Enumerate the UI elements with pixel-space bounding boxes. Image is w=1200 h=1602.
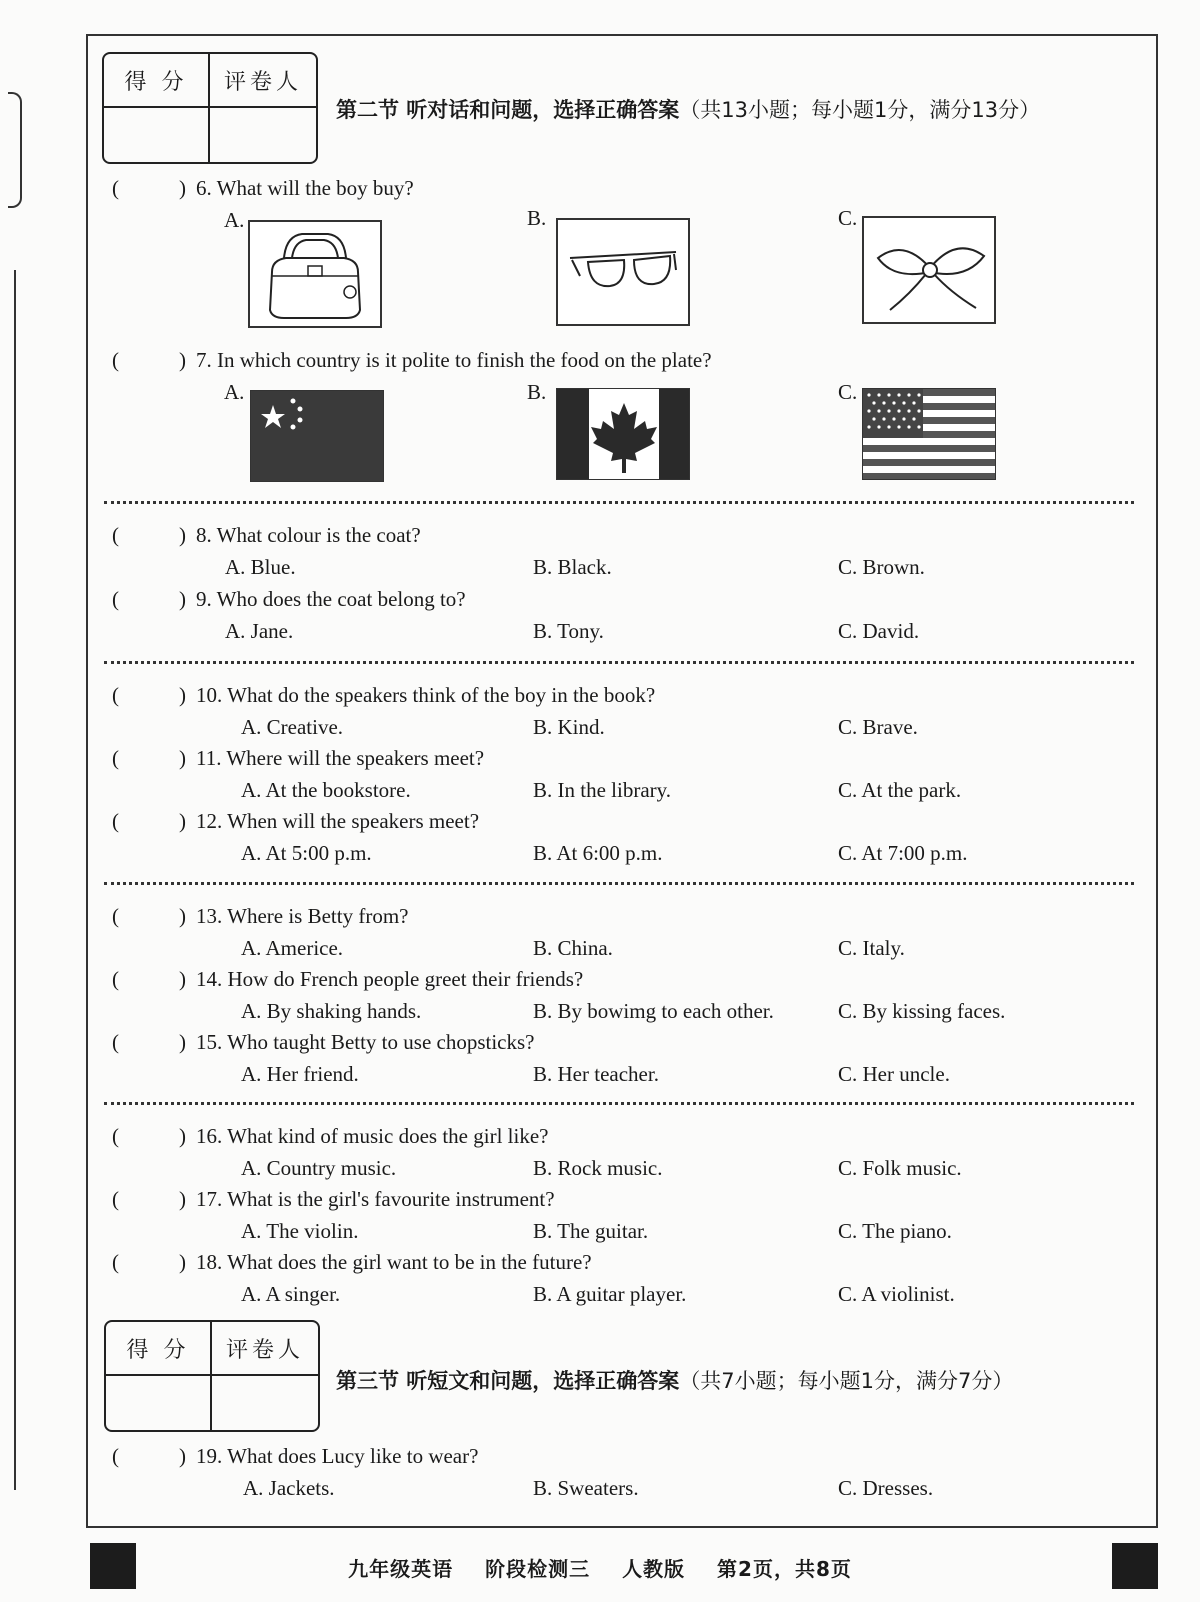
option-c[interactable]: C. A violinist. bbox=[838, 1282, 955, 1306]
option-a[interactable]: A. The violin. bbox=[241, 1219, 359, 1243]
answer-blank[interactable]: ( ) bbox=[112, 683, 186, 707]
option-a[interactable]: A. Her friend. bbox=[241, 1062, 359, 1086]
divider bbox=[104, 1102, 1134, 1105]
score-table bbox=[104, 1320, 320, 1432]
section-title-3: 第三节 听短文和问题，选择正确答案（共7小题；每小题1分，满分7分） bbox=[336, 1369, 1014, 1393]
question-9: ( ) 9. Who does the coat belong to? bbox=[112, 587, 466, 611]
option-b[interactable]: B. A guitar player. bbox=[533, 1282, 687, 1306]
answer-blank[interactable]: ( ) bbox=[112, 348, 186, 372]
answer-blank[interactable]: ( ) bbox=[112, 904, 186, 928]
grader-label: 评卷人 bbox=[212, 1322, 318, 1376]
option-label: B. bbox=[527, 206, 547, 230]
option-b[interactable]: B. At 6:00 p.m. bbox=[533, 841, 663, 865]
answer-blank[interactable]: ( ) bbox=[112, 1250, 186, 1274]
grader-label: 评卷人 bbox=[210, 54, 316, 108]
option-c[interactable]: C. Brown. bbox=[838, 555, 925, 579]
option-b[interactable]: B. Black. bbox=[533, 555, 612, 579]
option-c[interactable]: C. By kissing faces. bbox=[838, 999, 1006, 1023]
option-c[interactable]: C. Folk music. bbox=[838, 1156, 962, 1180]
divider bbox=[104, 661, 1134, 664]
question-10: ( ) 10. What do the speakers think of the boy in the book? bbox=[112, 683, 656, 707]
option-a[interactable]: A. A singer. bbox=[241, 1282, 341, 1306]
answer-blank[interactable]: ( ) bbox=[112, 523, 186, 547]
option-b[interactable]: B. Sweaters. bbox=[533, 1476, 639, 1500]
divider bbox=[104, 501, 1134, 504]
handbag-icon[interactable] bbox=[248, 220, 382, 328]
page-footer: 九年级英语 阶段检测三 人教版 第2页，共8页 bbox=[348, 1557, 852, 1581]
option-label: B. bbox=[527, 380, 547, 404]
grader-cell[interactable] bbox=[210, 108, 316, 162]
option-c[interactable]: C. At the park. bbox=[838, 778, 962, 802]
option-c[interactable]: C. Brave. bbox=[838, 715, 918, 739]
option-b[interactable]: B. Tony. bbox=[533, 619, 604, 643]
answer-blank[interactable]: ( ) bbox=[112, 1124, 186, 1148]
question-17: ( ) 17. What is the girl's favourite instrument? bbox=[112, 1187, 555, 1211]
option-c[interactable]: C. The piano. bbox=[838, 1219, 952, 1243]
option-b[interactable]: B. Kind. bbox=[533, 715, 605, 739]
score-label: 得 分 bbox=[104, 54, 210, 108]
option-b[interactable]: B. By bowimg to each other. bbox=[533, 999, 774, 1023]
question-13: ( ) 13. Where is Betty from? bbox=[112, 904, 409, 928]
answer-blank[interactable]: ( ) bbox=[112, 176, 186, 200]
score-label: 得 分 bbox=[106, 1322, 212, 1376]
score-cell[interactable] bbox=[104, 108, 210, 162]
option-c[interactable]: C. Dresses. bbox=[838, 1476, 934, 1500]
answer-blank[interactable]: ( ) bbox=[112, 1444, 186, 1468]
question-6: ( ) 6. What will the boy buy? bbox=[112, 176, 414, 200]
option-label: A. bbox=[224, 208, 245, 232]
sunglasses-icon[interactable] bbox=[556, 218, 690, 326]
grader-cell[interactable] bbox=[212, 1376, 318, 1430]
option-b[interactable]: B. In the library. bbox=[533, 778, 672, 802]
answer-blank[interactable]: ( ) bbox=[112, 1187, 186, 1211]
bow-icon[interactable] bbox=[862, 216, 996, 324]
question-11: ( ) 11. Where will the speakers meet? bbox=[112, 746, 485, 770]
option-a[interactable]: A. Creative. bbox=[241, 715, 344, 739]
section-title-2: 第二节 听对话和问题，选择正确答案（共13小题；每小题1分，满分13分） bbox=[336, 98, 1041, 122]
option-a[interactable]: A. At the bookstore. bbox=[241, 778, 411, 802]
question-8: ( ) 8. What colour is the coat? bbox=[112, 523, 421, 547]
usa-flag-icon[interactable] bbox=[862, 388, 996, 480]
question-18: ( ) 18. What does the girl want to be in the future? bbox=[112, 1250, 592, 1274]
question-19: ( ) 19. What does Lucy like to wear? bbox=[112, 1444, 479, 1468]
divider bbox=[104, 882, 1134, 885]
answer-blank[interactable]: ( ) bbox=[112, 746, 186, 770]
option-a[interactable]: A. Jackets. bbox=[243, 1476, 335, 1500]
option-label: C. bbox=[838, 206, 858, 230]
score-cell[interactable] bbox=[106, 1376, 212, 1430]
option-a[interactable]: A. By shaking hands. bbox=[241, 999, 422, 1023]
answer-blank[interactable]: ( ) bbox=[112, 809, 186, 833]
option-b[interactable]: B. Her teacher. bbox=[533, 1062, 659, 1086]
answer-blank[interactable]: ( ) bbox=[112, 967, 186, 991]
answer-blank[interactable]: ( ) bbox=[112, 587, 186, 611]
question-12: ( ) 12. When will the speakers meet? bbox=[112, 809, 480, 833]
option-a[interactable]: A. Country music. bbox=[241, 1156, 397, 1180]
option-a[interactable]: A. At 5:00 p.m. bbox=[241, 841, 372, 865]
option-a[interactable]: A. Americe. bbox=[241, 936, 344, 960]
question-15: ( ) 15. Who taught Betty to use chopsticks? bbox=[112, 1030, 535, 1054]
option-b[interactable]: B. China. bbox=[533, 936, 613, 960]
answer-blank[interactable]: ( ) bbox=[112, 1030, 186, 1054]
option-c[interactable]: C. Her uncle. bbox=[838, 1062, 950, 1086]
option-b[interactable]: B. The guitar. bbox=[533, 1219, 649, 1243]
option-a[interactable]: A. Jane. bbox=[225, 619, 294, 643]
option-a[interactable]: A. Blue. bbox=[225, 555, 296, 579]
question-16: ( ) 16. What kind of music does the girl like? bbox=[112, 1124, 549, 1148]
question-14: ( ) 14. How do French people greet their friends? bbox=[112, 967, 584, 991]
question-7: ( ) 7. In which country is it polite to finish the food on the plate? bbox=[112, 348, 712, 372]
option-label: C. bbox=[838, 380, 858, 404]
canada-flag-icon[interactable] bbox=[556, 388, 690, 480]
option-c[interactable]: C. Italy. bbox=[838, 936, 905, 960]
china-flag-icon[interactable] bbox=[250, 390, 384, 482]
option-b[interactable]: B. Rock music. bbox=[533, 1156, 663, 1180]
option-label: A. bbox=[224, 380, 245, 404]
score-table bbox=[102, 52, 318, 164]
binding-line bbox=[14, 270, 28, 1490]
binding-bracket bbox=[8, 92, 22, 208]
option-c[interactable]: C. David. bbox=[838, 619, 920, 643]
option-c[interactable]: C. At 7:00 p.m. bbox=[838, 841, 968, 865]
